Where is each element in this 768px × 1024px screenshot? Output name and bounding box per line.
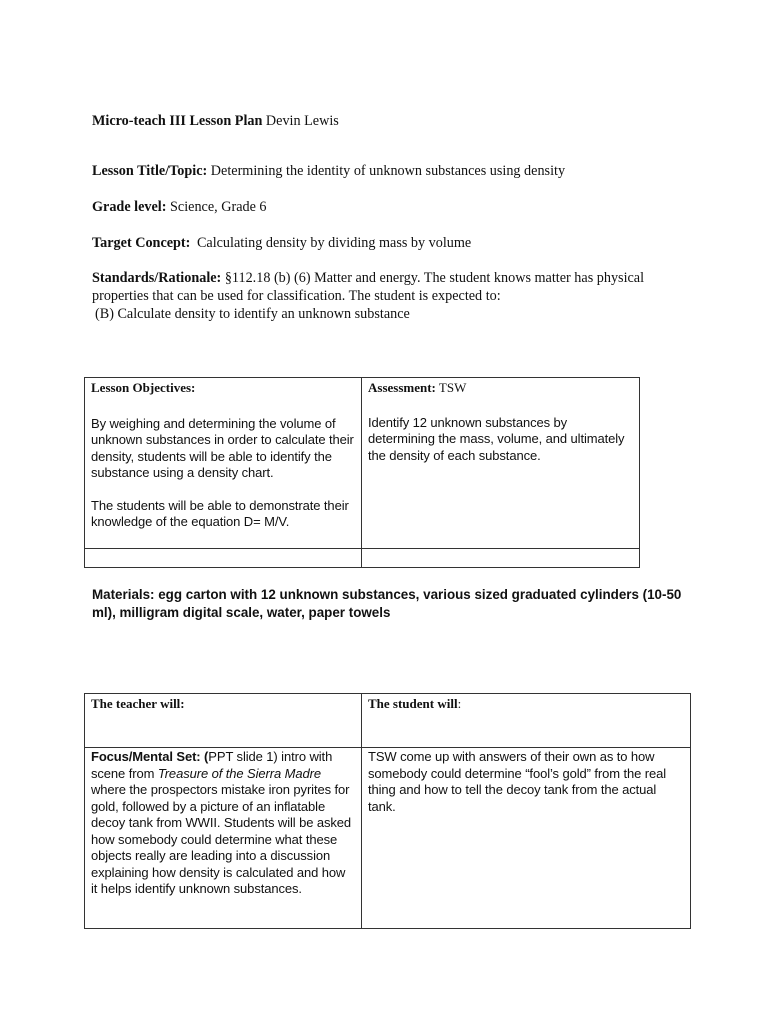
- objectives-empty-row: [85, 549, 640, 568]
- author-name: Devin Lewis: [265, 113, 339, 129]
- standards-line-2: properties that can be used for classification. The student is expected to:: [92, 288, 501, 304]
- materials-text: Materials: egg carton with 12 unknown substances, various sized graduated cylinders (10-50 ml), milligram digital scale, water, paper towels: [92, 587, 682, 620]
- assessment-header-line: [368, 380, 633, 397]
- focus-student-cell: [362, 748, 691, 929]
- objectives-empty-cell-right: [362, 549, 640, 568]
- procedure-header-row: [85, 694, 691, 748]
- target-concept-label: Target Concept:: [92, 235, 191, 251]
- assessment-suffix: TSW: [438, 380, 467, 395]
- focus-row: [85, 748, 691, 929]
- assessment-cell: [362, 378, 640, 549]
- assessment-paragraph: Identify 12 unknown substances by determining the mass, volume, and ultimately the density of each substance.: [368, 414, 625, 463]
- student-header: The student will: [368, 696, 458, 711]
- objectives-row: [85, 378, 640, 549]
- objectives-paragraph-1: By weighing and determining the volume of unknown substances in order to calculate their density, students will be able to identify the substance using a density chart.: [91, 415, 354, 480]
- focus-open-paren: (: [200, 749, 209, 764]
- teacher-header-cell: [85, 694, 362, 748]
- lesson-title-label: Lesson Title/Topic:: [92, 163, 208, 179]
- objectives-empty-cell-left: [85, 549, 362, 568]
- title-label: Micro-teach III Lesson Plan: [92, 113, 263, 129]
- focus-teacher-cell: [85, 748, 362, 929]
- target-concept-value: Calculating density by dividing mass by volume: [196, 235, 472, 251]
- objectives-paragraph-2: The students will be able to demonstrate their knowledge of the equation D= M/V.: [91, 497, 349, 529]
- grade-level-row: [92, 199, 267, 216]
- student-header-cell: [362, 694, 691, 748]
- standards-row: [92, 270, 644, 287]
- procedure-table: [84, 693, 691, 929]
- standards-label: Standards/Rationale:: [92, 270, 222, 286]
- standards-line-1: §112.18 (b) (6) Matter and energy. The student knows matter has physical: [224, 270, 645, 286]
- focus-film-title: Treasure of the Sierra Madre: [157, 765, 321, 781]
- teacher-header: The teacher will:: [91, 696, 185, 711]
- lesson-title-row: [92, 163, 565, 180]
- assessment-header: Assessment:: [368, 380, 436, 395]
- standards-line-3: (B) Calculate density to identify an unknown substance: [95, 306, 410, 322]
- focus-text-2: where the prospectors mistake iron pyrites for gold, followed by a picture of an inflatable decoy tank from WWII. Students will be asked how somebody could determine what these objects really are leading into a discussion explaining how density is calculated and how it helps identify unknown substances.: [91, 782, 352, 896]
- focus-text-1: PPT slide 1) intro with scene from: [91, 749, 333, 781]
- grade-level-label: Grade level:: [92, 199, 167, 215]
- student-header-colon: :: [457, 696, 462, 711]
- document-title: [92, 113, 339, 130]
- grade-level-value: Science, Grade 6: [170, 199, 267, 215]
- student-response: TSW come up with answers of their own as to how somebody could determine “fool’s gold” from the real thing and how to tell the decoy tank from the actual tank.: [368, 749, 667, 814]
- objectives-header: Lesson Objectives:: [91, 380, 196, 395]
- target-concept-row: [92, 235, 471, 252]
- objectives-table: [84, 377, 640, 568]
- objectives-cell: [85, 378, 362, 549]
- focus-label: Focus/Mental Set:: [91, 749, 201, 764]
- lesson-title-value: Determining the identity of unknown substances using density: [210, 163, 566, 179]
